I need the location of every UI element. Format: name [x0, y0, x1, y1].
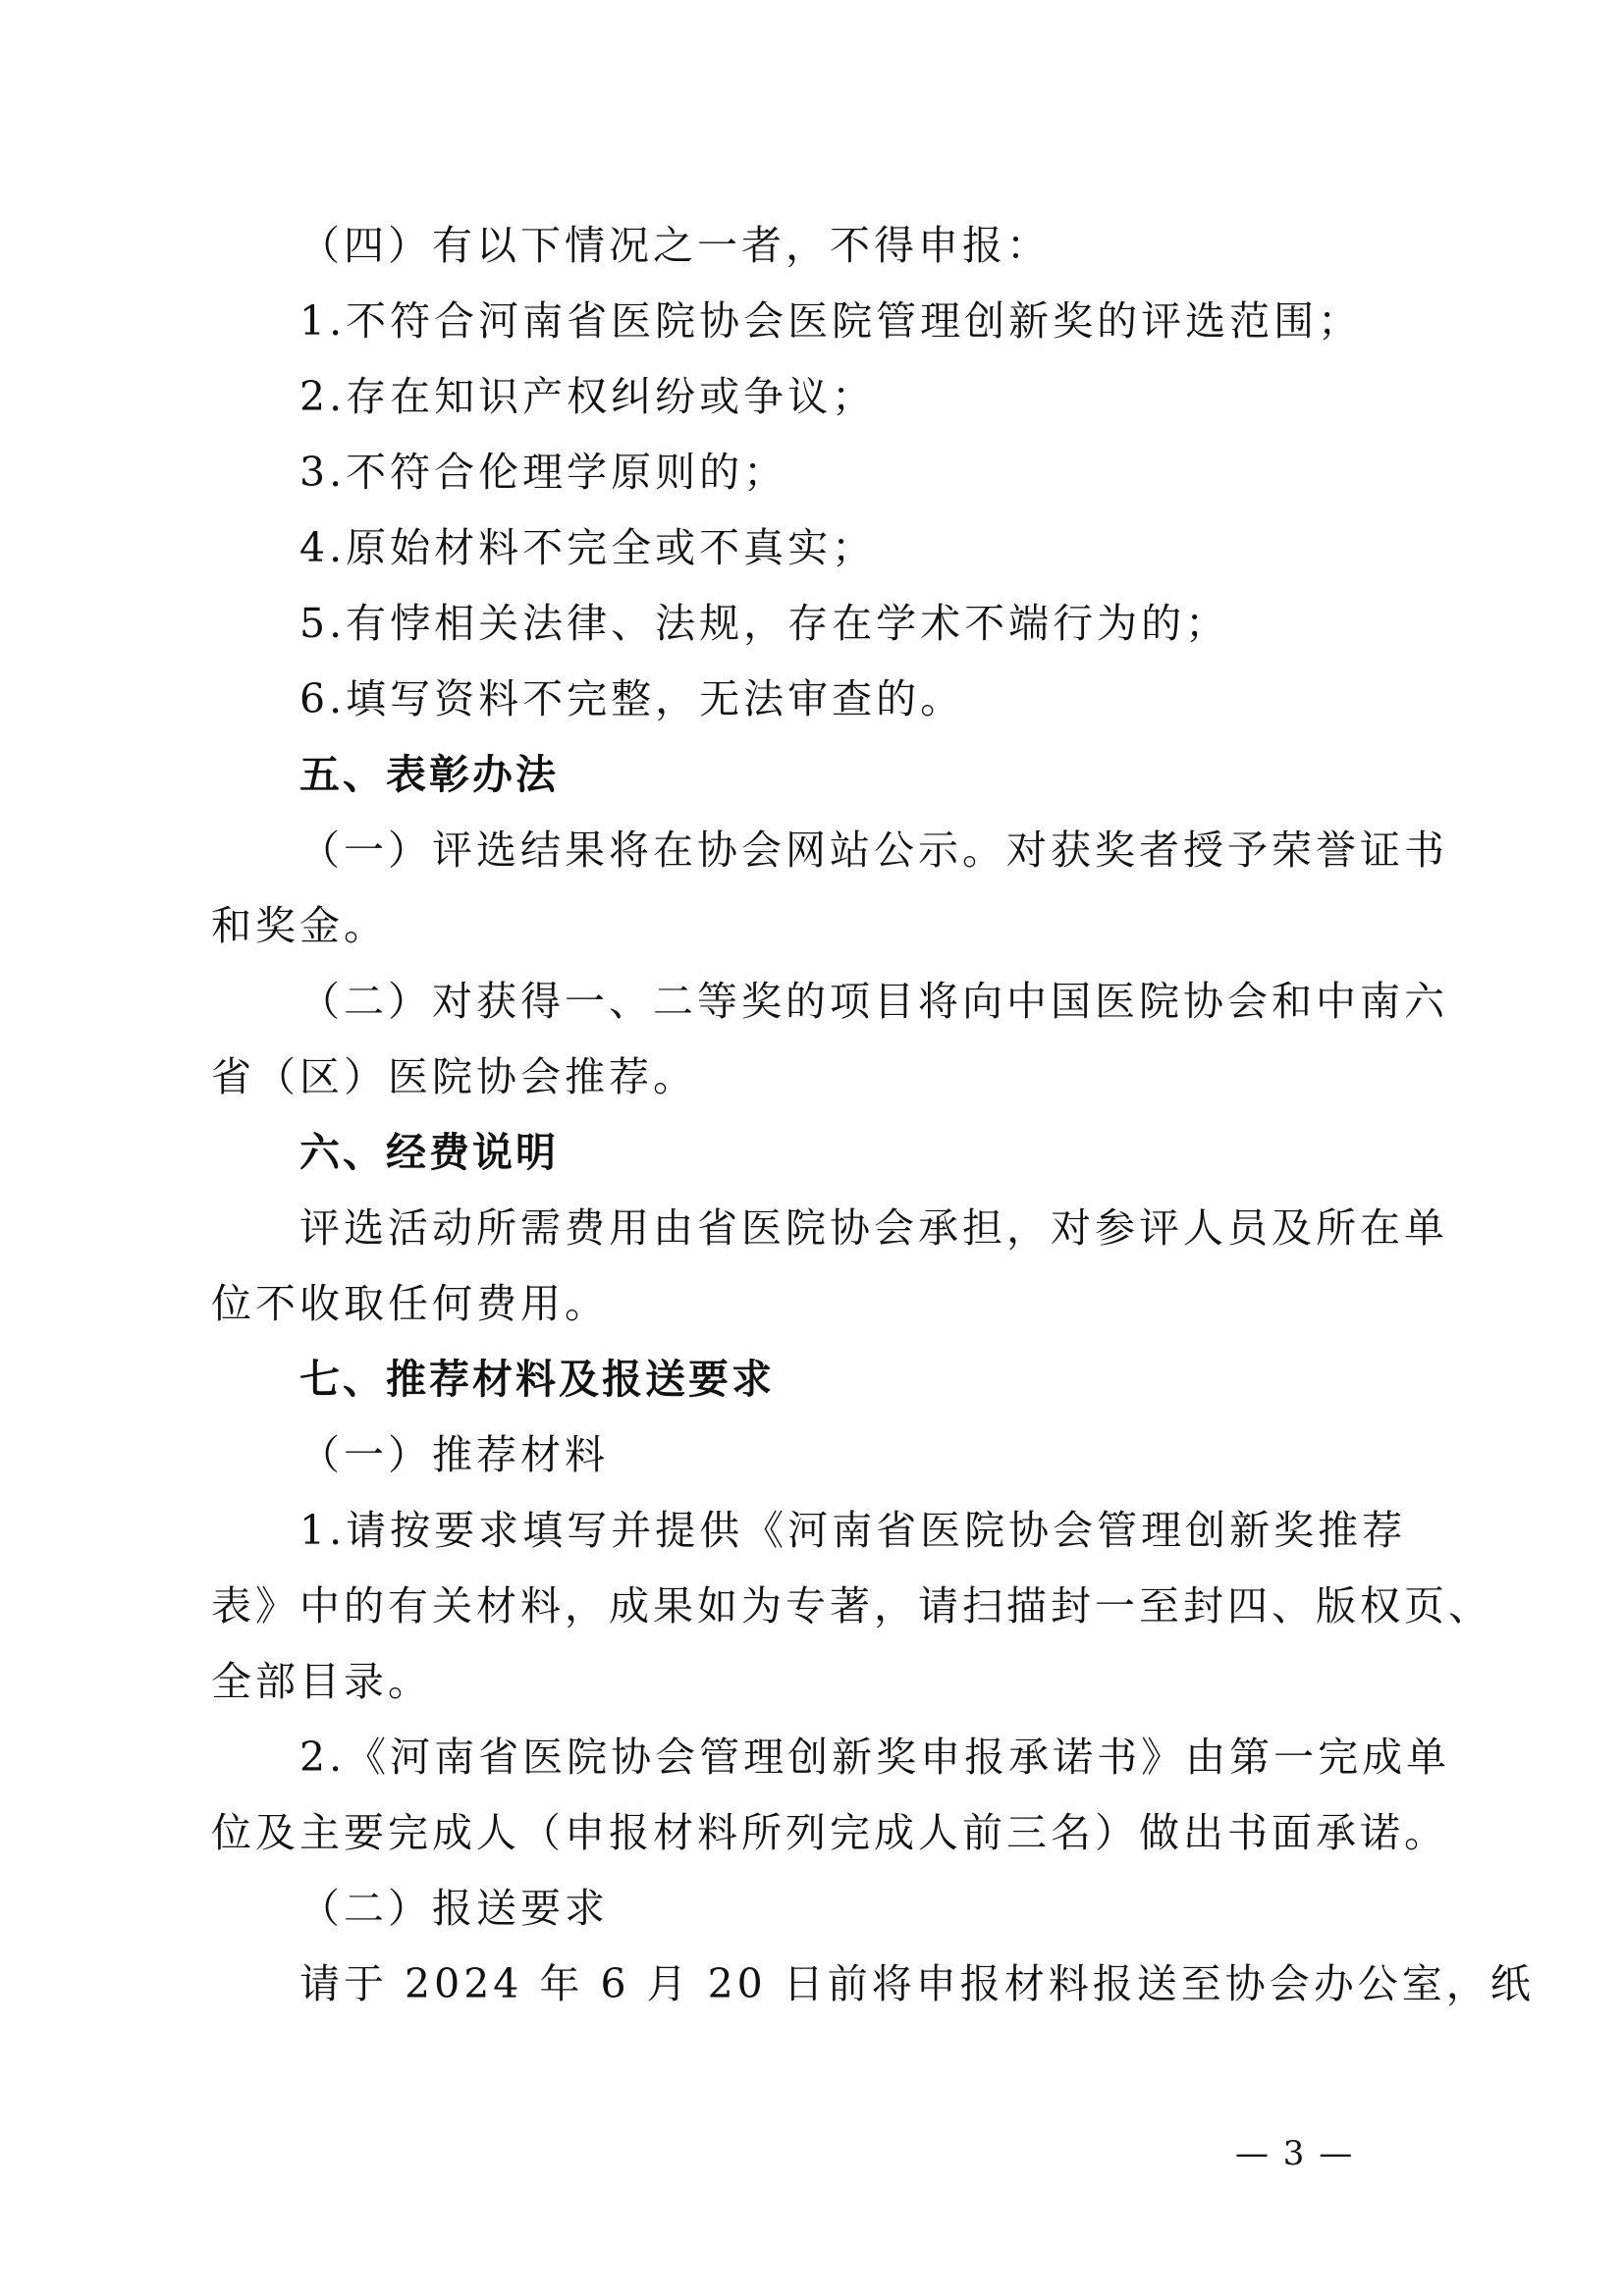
paragraph-6-line-2: 位不收取任何费用。 [211, 1280, 609, 1327]
heading-section-7: 七、推荐材料及报送要求 [299, 1356, 775, 1403]
paragraph-7-2-line-1: 请于 2024 年 6 月 20 日前将申报材料报送至协会办公室，纸 [299, 1960, 1535, 2007]
section-4-intro: （四）有以下情况之一者，不得申报： [299, 222, 1051, 269]
page-number: — 3 — [1235, 2134, 1355, 2173]
paragraph-5-2-line-1: （二）对获得一、二等奖的项目将向中国医院协会和中南六 [299, 978, 1448, 1025]
paragraph-7-1-2-line-2: 位及主要完成人（申报材料所列完成人前三名）做出书面承诺。 [211, 1809, 1448, 1856]
list-item-3: 3.不符合伦理学原则的； [299, 449, 788, 496]
paragraph-7-1-2-line-1: 2.《河南省医院协会管理创新奖申报承诺书》由第一完成单 [299, 1734, 1451, 1781]
list-item-1: 1.不符合河南省医院协会医院管理创新奖的评选范围； [299, 297, 1363, 345]
list-item-6: 6.填写资料不完整，无法审查的。 [299, 675, 965, 722]
paragraph-5-1-line-1: （一）评选结果将在协会网站公示。对获奖者授予荣誉证书 [299, 827, 1448, 874]
subheading-7-2: （二）报送要求 [299, 1885, 609, 1932]
list-item-4: 4.原始材料不完全或不真实； [299, 524, 877, 571]
heading-section-5: 五、表彰办法 [299, 751, 559, 798]
paragraph-6-line-1: 评选活动所需费用由省医院协会承担，对参评人员及所在单 [299, 1204, 1448, 1252]
list-item-2: 2.存在知识产权纠纷或争议； [299, 373, 877, 420]
subheading-7-1: （一）推荐材料 [299, 1431, 609, 1478]
paragraph-5-1-line-2: 和奖金。 [211, 902, 388, 949]
list-item-5: 5.有悖相关法律、法规，存在学术不端行为的； [299, 600, 1230, 647]
heading-section-6: 六、经费说明 [299, 1129, 559, 1176]
paragraph-7-1-1-line-2: 表》中的有关材料，成果如为专著，请扫描封一至封四、版权页、 [211, 1582, 1492, 1629]
paragraph-7-1-1-line-3: 全部目录。 [211, 1658, 432, 1705]
paragraph-5-2-line-2: 省（区）医院协会推荐。 [211, 1053, 697, 1100]
paragraph-7-1-1-line-1: 1.请按要求填写并提供《河南省医院协会管理创新奖推荐 [299, 1507, 1407, 1554]
